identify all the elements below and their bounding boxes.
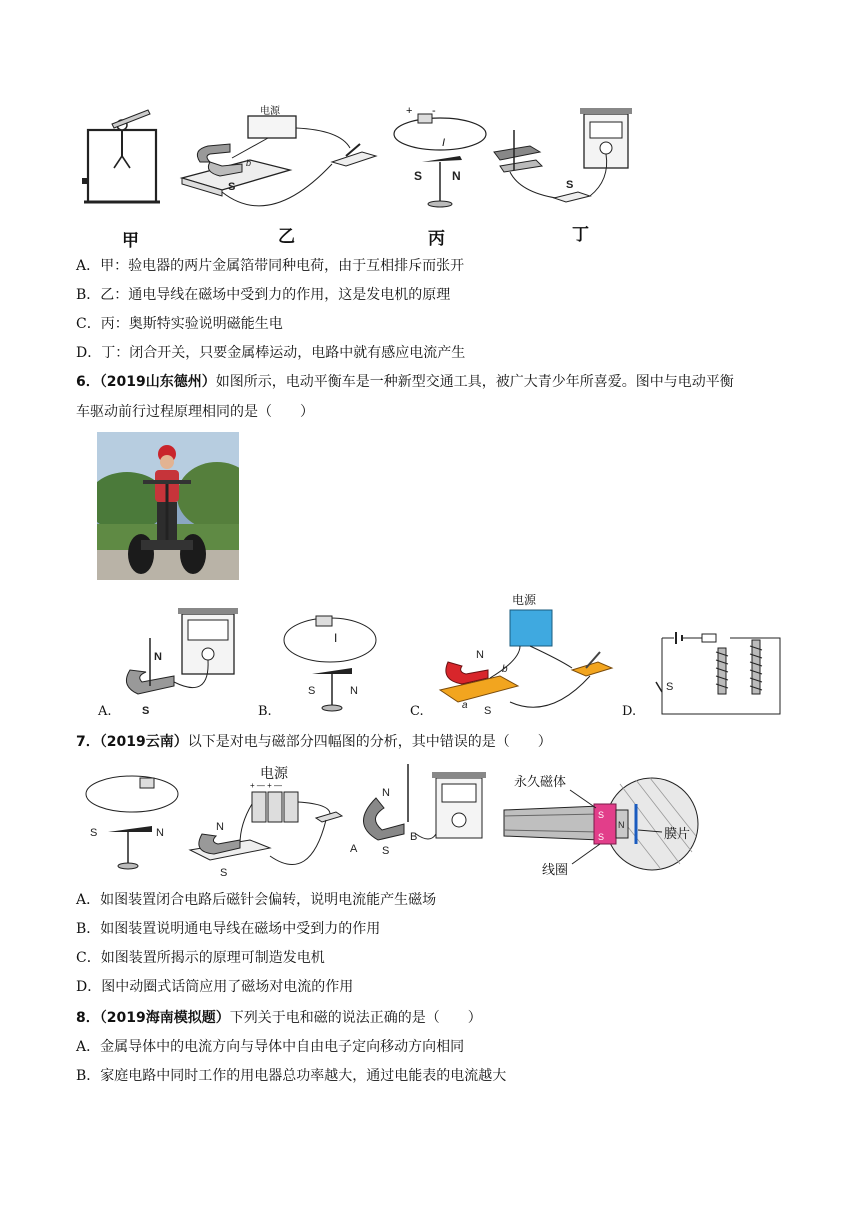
q5-option-a: A．甲：验电器的两片金属箔带同种电荷，由于互相排斥而张开 (76, 258, 465, 274)
q6d-s-label: S (666, 681, 674, 693)
q7-s-label: S (90, 827, 98, 839)
q5-figure-row (70, 100, 650, 250)
motor-setup-figure (182, 104, 376, 206)
q8-number: 8． (76, 1010, 100, 1026)
q7-microphone-figure (504, 774, 698, 877)
q5-option-d: D．丁：闭合开关，只要金属棒运动，电路中就有感应电流产生 (76, 345, 466, 361)
q7-mic-s1: S (598, 810, 605, 820)
q7-n-label: N (156, 827, 164, 839)
balance-car-photo (97, 432, 239, 580)
q7-stem (76, 732, 552, 752)
q7-option-d: D．图中动圈式话筒应用了磁场对电流的作用 (76, 979, 354, 995)
q6-number: 6． (76, 374, 100, 390)
q7-stem-text: 以下是对电与磁部分四幅图的分析，其中错误的是（ ） (187, 734, 552, 750)
figure-caption-jia: 甲 (122, 231, 139, 251)
q7-gen-a-label: A (350, 843, 358, 855)
q8-option-b: B．家庭电路中同时工作的用电器总功率越大，通过电能表的电流越大 (76, 1068, 507, 1084)
q7-motor-figure (190, 765, 342, 879)
q5-figures (70, 100, 650, 250)
plus-label: + (406, 105, 413, 117)
q7-option-a: A．如图装置闭合电路后磁针会偏转，说明电流能产生磁场 (76, 892, 437, 908)
q7-mic-s2: S (598, 832, 605, 842)
q7-mic-n: N (618, 820, 625, 830)
q7-source: （2019云南） (99, 734, 188, 750)
q6-figure-d (656, 632, 780, 714)
q7-gen-n-label: N (382, 787, 390, 799)
minus-label: - (432, 105, 436, 117)
s-label: S (228, 181, 236, 193)
q6-option-label-a: A. (98, 704, 112, 719)
electroscope-figure (82, 110, 160, 202)
q7-motor-s-label: S (220, 867, 228, 879)
q7-oersted-figure (86, 776, 178, 869)
q8-source: （2019海南模拟题） (99, 1010, 230, 1026)
generator-setup-figure (494, 108, 632, 202)
q8-stem (76, 1008, 482, 1028)
q6-stem-line1 (76, 372, 734, 392)
q6c-s-label: S (484, 705, 492, 717)
q6-option-label-d: D. (622, 704, 637, 719)
q6-option-label-b: B. (258, 704, 272, 719)
n-pole-label: N (452, 169, 461, 183)
q6-option-label-c: C. (410, 704, 424, 719)
figure-caption-bing: 丙 (428, 229, 445, 249)
b-label: b (246, 158, 252, 168)
q6a-n-label: N (154, 651, 162, 663)
figure-caption-ding: 丁 (572, 225, 589, 245)
q7-option-c: C．如图装置所揭示的原理可制造发电机 (76, 950, 325, 966)
q6c-b-label: b (502, 664, 508, 675)
q6-figure-a (126, 608, 238, 717)
q6b-n-label: N (350, 685, 358, 697)
q6-stem-text: 如图所示，电动平衡车是一种新型交通工具，被广大青少年所喜爱。图中与电动平衡 (215, 374, 734, 390)
q8-option-a: A．金属导体中的电流方向与导体中自由电子定向移动方向相同 (76, 1039, 465, 1055)
q6-figure-b (284, 616, 376, 711)
q6b-current-label: I (334, 631, 338, 645)
q7-power-label: 电源 (260, 765, 288, 781)
q7-motor-n-label: N (216, 821, 224, 833)
q7-coil-label: 线圈 (542, 862, 569, 877)
q7-gen-s-label: S (382, 845, 390, 857)
q5-option-c: C．丙：奥斯特实验说明磁能生电 (76, 316, 283, 332)
q6a-s-label: S (142, 705, 150, 717)
s-pole-label: S (414, 169, 423, 183)
oersted-figure (394, 105, 486, 207)
q7-number: 7． (76, 734, 100, 750)
q7-figure-row (80, 764, 710, 888)
q6b-s-label: S (308, 685, 316, 697)
q5-option-b: B．乙：通电导线在磁场中受到力的作用，这是发电机的原理 (76, 287, 451, 303)
q6-option-figures (90, 590, 790, 720)
q7-gen-b-label: B (410, 831, 418, 843)
q7-diaphragm-label: 膜片 (664, 826, 691, 841)
power-label: 电源 (260, 106, 280, 117)
q6c-power-label: 电源 (512, 593, 537, 607)
figure-caption-yi: 乙 (278, 227, 295, 247)
q6c-n-label: N (476, 649, 484, 661)
q7-magnet-label: 永久磁体 (514, 774, 567, 789)
q6c-a-label: a (462, 700, 468, 711)
q7-generator-figure (350, 764, 486, 857)
current-label: I (442, 137, 446, 149)
q7-polarity-label: + — + — (250, 781, 283, 790)
q8-stem-text: 下列关于电和磁的说法正确的是（ ） (229, 1010, 482, 1026)
q6-stem-line2: 车驱动前行过程原理相同的是（ ） (76, 404, 314, 420)
q7-option-b: B．如图装置说明通电导线在磁场中受到力的作用 (76, 921, 381, 937)
q6-figure-c (440, 592, 612, 717)
q6-source: （2019山东德州） (99, 374, 216, 390)
s-label-ding: S (566, 179, 574, 191)
